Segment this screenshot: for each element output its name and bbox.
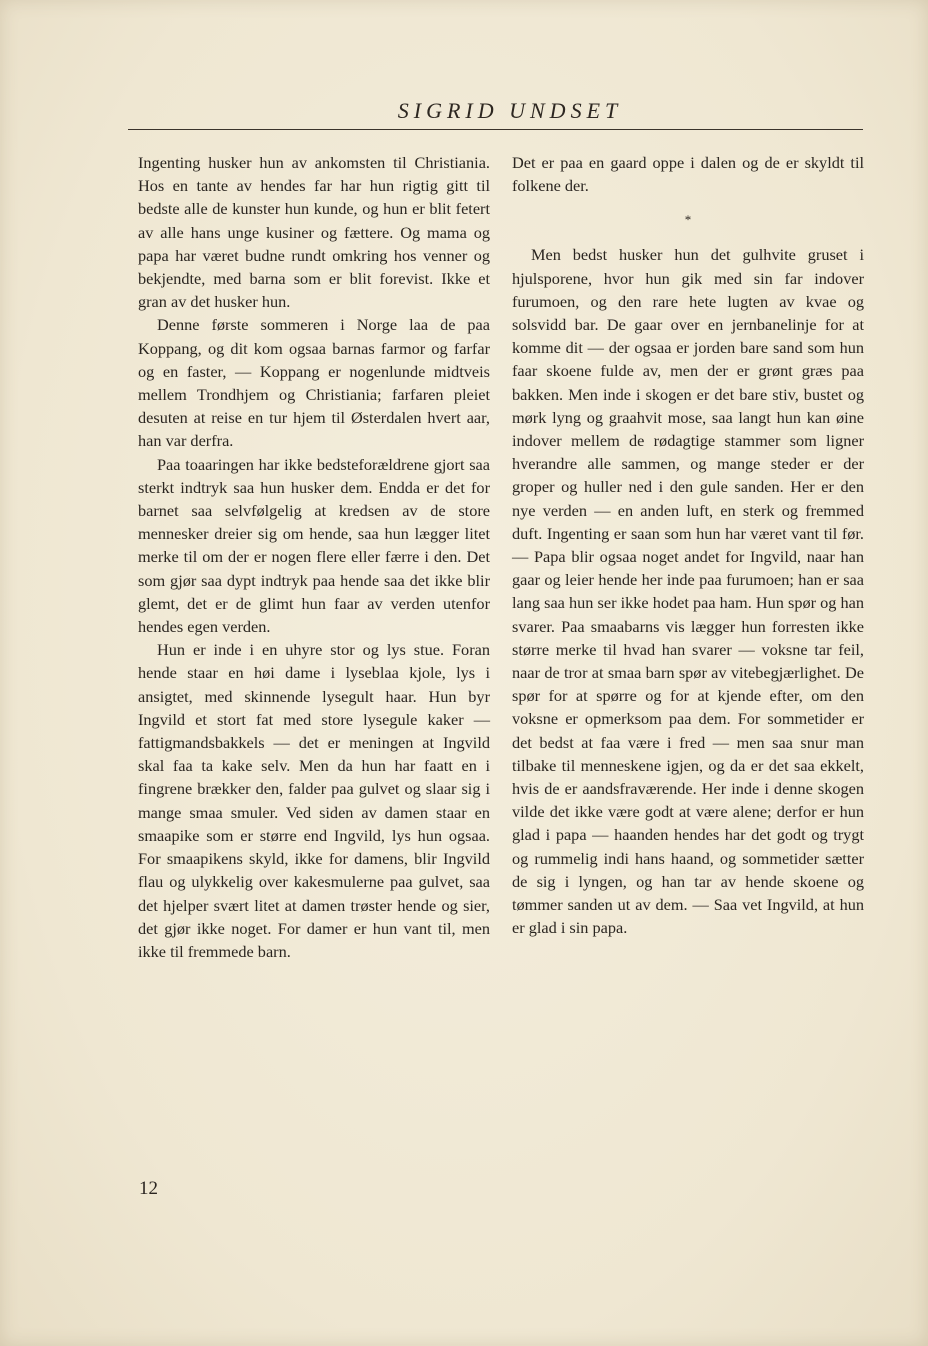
paragraph: Det er paa en gaard oppe i dalen og de er skyldt til folkene der.	[512, 153, 864, 196]
section-separator: *	[684, 212, 692, 228]
paragraph: Hun er inde i en uhyre stor og lys stue. Foran hende staar en høi dame i lyseblaa kjole, lys i ansigtet, med skinnende lysegult haar. Hun byr Ingvild et stort fat med store lysegule kaker — fattigmandsbakkels — det er meningen at Ingvild skal faa ta kake selv. Men da hun har faatt en i fingrene brækker den, falder paa gulvet og slaar sig i mange smaa smuler. Ved siden av damen staar en smaapike som er større end Ingvild, lys hun ogsaa. For smaapikens skyld, ikke for damens, blir Ingvild flau og ulykkelig over kakesmulerne paa gulvet, saa det hjelper svært litet at damen trøster hende og sier, det gjør ikke noget. For damer er hun vant til, men ikke til fremmede barn.	[138, 640, 490, 961]
paragraph: Ingenting husker hun av ankomsten til Christiania. Hos en tante av hendes far har hun rigtig gitt til bedste alle de kunster hun kunde, og hun er blit fetert av alle hans unge kusiner og fættere. Og mama og papa har været budne rundt omkring hos venner og bekjendte, med barna som er blit forevist. Ikke et gran av det husker hun.	[138, 153, 490, 312]
running-header: SIGRID UNDSET	[397, 98, 623, 123]
paragraph: Men bedst husker hun det gulhvite gruset i hjulsporene, hvor hun gik med sin far indover furumoen, og den rare hete lugten av kvae og solsvidd bar. De gaar over en jernbanelinje for at komme dit — der ogsaa er jorden bare sand som hun faar skoene fulde av, men der er grønt græs paa bakken. Men inde i skogen er det bare stiv, bustet og mørk lyng og graahvit mose, saa langt hun kan øine indover mellem de rødagtige stammer som ligner hverandre alle sammen, og mange steder er der groper og huller ned i den gule sanden. Her er den nye verden — en anden luft, en sterk og fremmed duft. Ingenting er saan som hun har været vant til før. — Papa blir ogsaa noget andet for Ingvild, naar han gaar og leier hende her inde paa furumoen; han er saa lang saa hun ser ikke hodet paa ham. Hun spør og han svarer. Paa smaabarns vis lægger hun forresten ikke større merke til hvad han svarer — voksne tar feil, naar de tror at smaa barn spør av vitebegjærlighet. De spør for at spørre og for at kjende efter, om den voksne er opmerksom paa dem. For sommetider er det bedst at faa være i fred — men saa snur man tilbake til menneskene igjen, og da er det saa ekkelt, hvis de er aandsfraværende. Her inde i denne skogen vilde det ikke være godt at være alene; derfor er hun glad i papa — haanden hendes har det godt og trygt og rummelig indi hans haand, og sommetider sætter de sig i lyngen, og han tar av hende skoene og tømmer sanden ut av dem. — Saa vet Ingvild, at hun er glad i sin papa.	[512, 245, 864, 938]
left-column	[138, 151, 490, 963]
paragraph: Denne første sommeren i Norge laa de paa Koppang, og dit kom ogsaa barnas farmor og farfar og en faster, — Koppang er nogenlunde midtveis mellem Trondhjem og Christiania; farfaren pleiet desuten at reise en tur hjem til Østerdalen hvert aar, han var derfra.	[138, 315, 490, 451]
paragraph: Paa toaaringen har ikke bedsteforældrene gjort saa sterkt indtryk saa hun husker dem. Endda er det for barnet saa selvfølgelig at kredsen av de store mennesker dreier sig om hende, saa hun lægger litet merke til om der er nogen flere eller færre i den. Det som gjør saa dypt indtryk paa hende saa det ikke blir glemt, det er de glimt hun faar av verden utenfor hendes egen verden.	[138, 454, 490, 637]
page-number: 12	[139, 1178, 158, 1199]
header-rule	[128, 129, 863, 130]
right-column	[512, 151, 864, 940]
